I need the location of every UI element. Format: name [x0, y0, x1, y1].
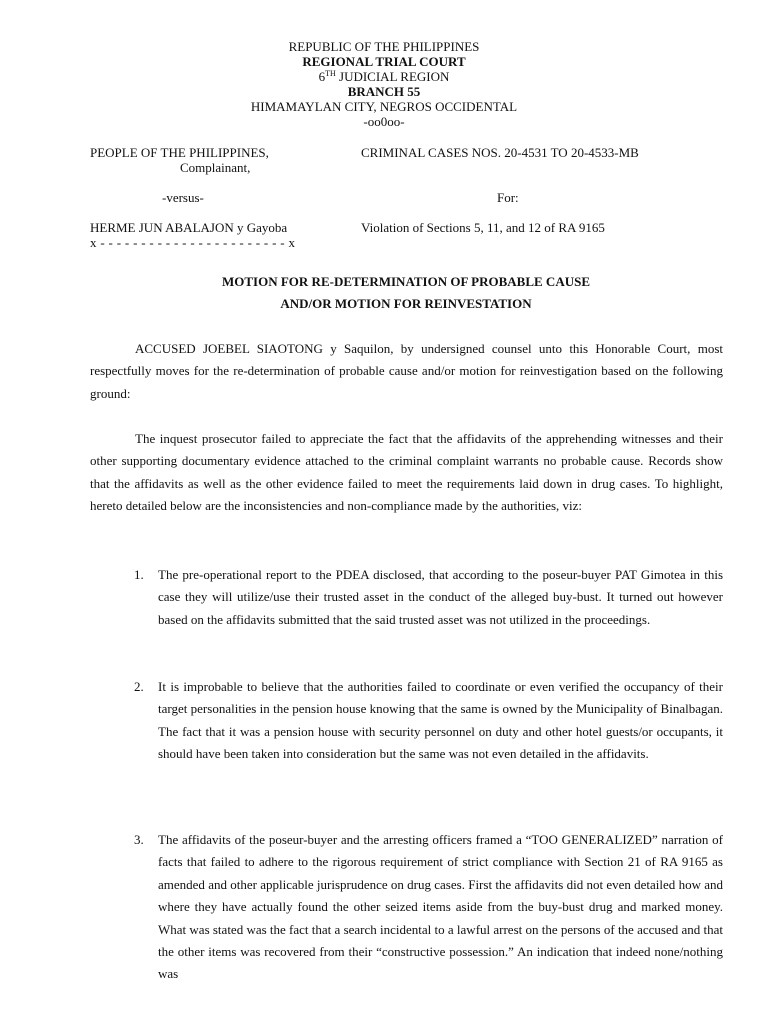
- header-city: HIMAMAYLAN CITY, NEGROS OCCIDENTAL: [250, 99, 518, 114]
- intro-paragraph: [90, 338, 723, 405]
- list-item-text: It is improbable to believe that the authorities failed to coordinate or even verified the occupancy of their target personalities in the pension house knowing that the same is owned by the Municipality of Binalbagan. The fact that it was a pension house with security personnel on duty and other hotel guests/or occupants, it should have been taken into consideration but the same was not even detailed in the affidavits.: [158, 679, 723, 762]
- header-separator: -oo0oo-: [363, 114, 405, 129]
- caption-violation: Violation of Sections 5, 11, and 12 of RA 9165: [361, 220, 605, 235]
- list-item-number: 1.: [134, 567, 144, 582]
- ground-paragraph: [90, 428, 723, 518]
- header-region: [0, 69, 768, 84]
- ground-text: The inquest prosecutor failed to appreciate the fact that the affidavits of the apprehending witnesses and their other supporting documentary evidence attached to the criminal complaint warrants no probable cause. Records show that the affidavits as well as the other evidence failed to meet the requirements laid down in drug cases. To highlight, hereto detailed below are the inconsistencies and non-compliance made by the authorities, viz:: [90, 431, 723, 514]
- region-number: 6: [318, 69, 326, 84]
- list-item-text: The affidavits of the poseur-buyer and the arresting officers framed a “TOO GENERALIZED” narration of facts that failed to adhere to the rigorous requirement of strict compliance with Section 21 of RA 9165 as amended and other applicable jurisprudence on drug cases. First the affidavits did not even detailed how and where they have actually found the other seized items aside from the buy-bust drug and marked money. What was stated was the fact that a search incidental to a lawful arrest on the persons of the accused and that the other items was recovered from their “constructive possession.” An indication that indeed none/nothing was: [158, 832, 723, 982]
- caption-for-label: For:: [497, 190, 519, 205]
- header-republic: REPUBLIC OF THE PHILIPPINES: [288, 39, 480, 54]
- header-court: REGIONAL TRIAL COURT: [302, 54, 466, 69]
- region-text: JUDICIAL REGION: [335, 69, 450, 84]
- header-branch: BRANCH 55: [347, 84, 421, 99]
- caption-case-numbers: CRIMINAL CASES NOS. 20-4531 TO 20-4533-MB: [361, 145, 639, 160]
- motion-title-line-1: MOTION FOR RE-DETERMINATION OF PROBABLE CAUSE: [222, 274, 590, 289]
- caption-accused: HERME JUN ABALAJON y Gayoba: [90, 220, 288, 235]
- region-superscript: TH: [325, 69, 336, 78]
- caption-plaintiff: PEOPLE OF THE PHILIPPINES,: [90, 145, 269, 160]
- intro-text: ACCUSED JOEBEL SIAOTONG y Saquilon, by undersigned counsel unto this Honorable Court, most respectfully moves for the re-determination of probable cause and/or motion for reinvestigation based on the following ground:: [90, 341, 723, 401]
- list-item-number: 2.: [134, 679, 144, 694]
- caption-x-line: x - - - - - - - - - - - - - - - - - - - - - - - x: [90, 235, 296, 250]
- caption-plaintiff-role: Complainant,: [180, 160, 251, 175]
- motion-title-line-2: AND/OR MOTION FOR REINVESTATION: [280, 296, 532, 311]
- list-item-text: The pre-operational report to the PDEA disclosed, that according to the poseur-buyer PAT Gimotea in this case they will utilize/use their trusted asset in the conduct of the alleged buy-bust. It turned out however based on the affidavits submitted that the said trusted asset was not utilized in the proceedings.: [158, 567, 723, 627]
- caption-versus: -versus-: [162, 190, 204, 205]
- list-item-number: 3.: [134, 832, 144, 847]
